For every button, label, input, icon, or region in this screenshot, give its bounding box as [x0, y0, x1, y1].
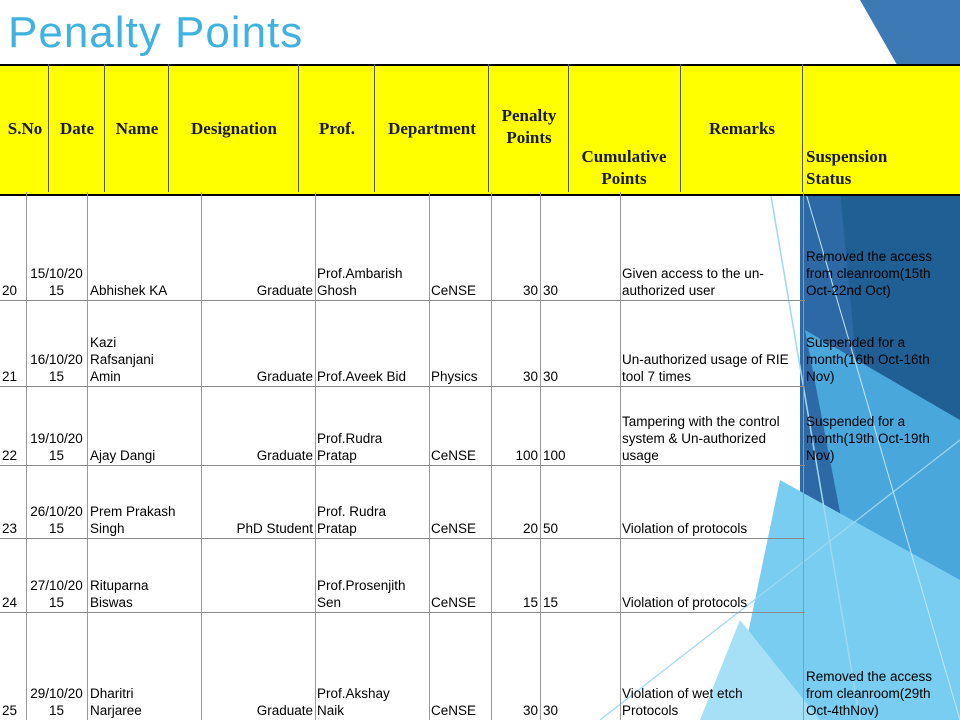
cell-prof: Prof.Akshay Naik: [317, 686, 390, 718]
cell-name: Kazi Rafsanjani Amin: [90, 335, 154, 384]
cell-penalty: 30: [522, 369, 538, 384]
header-name: Name: [115, 119, 159, 138]
cell-department: CeNSE: [431, 595, 477, 610]
cell-sno: 22: [2, 448, 18, 463]
cell-prof: Prof.Ambarish Ghosh: [317, 266, 403, 298]
header-divider: [104, 64, 105, 192]
row-divider: [0, 538, 805, 539]
header-divider: [568, 64, 569, 192]
cell-prof: Prof.Aveek Bid: [317, 369, 407, 384]
cell-sno: 23: [2, 521, 18, 536]
body-divider: [491, 192, 492, 720]
cell-penalty: 30: [522, 283, 538, 298]
cell-sno: 24: [2, 595, 18, 610]
header-suspension-status: Suspension Status: [806, 147, 888, 188]
body-divider: [26, 192, 27, 720]
cell-remarks: Un-authorized usage of RIE tool 7 times: [622, 352, 789, 384]
header-cumulative-points: Cumulative Points: [581, 147, 667, 188]
header-divider: [802, 64, 803, 192]
header-divider: [298, 64, 299, 192]
cell-date: 26/10/2015: [30, 504, 83, 536]
cell-date: 29/10/2015: [30, 686, 83, 718]
cell-status: Suspended for a month(16th Oct-16th Nov): [806, 335, 930, 384]
cell-name: Ajay Dangi: [90, 448, 156, 463]
cell-date: 19/10/2015: [30, 431, 83, 463]
cell-department: Physics: [431, 369, 478, 384]
header-divider: [168, 64, 169, 192]
cell-sno: 20: [2, 283, 18, 298]
header-sno: S.No: [7, 119, 43, 138]
cell-sno: 21: [2, 369, 18, 384]
cell-department: CeNSE: [431, 283, 477, 298]
row-divider: [0, 300, 805, 301]
row-divider: [0, 465, 805, 466]
cell-cumulative: 50: [543, 521, 559, 536]
cell-name: Abhishek KA: [90, 283, 168, 298]
row-divider: [0, 612, 805, 613]
cell-prof: Prof.Prosenjith Sen: [317, 578, 406, 610]
cell-designation: Graduate: [256, 448, 313, 463]
cell-date: 16/10/2015: [30, 352, 83, 384]
cell-cumulative: 15: [543, 595, 559, 610]
body-divider: [620, 192, 621, 720]
cell-designation: Graduate: [256, 283, 313, 298]
cell-name: Dharitri Narjaree: [90, 686, 142, 718]
cell-cumulative: 100: [543, 448, 566, 463]
cell-cumulative: 30: [543, 283, 559, 298]
deco-top-band: [860, 0, 960, 70]
body-divider: [803, 192, 804, 720]
cell-designation: Graduate: [256, 703, 313, 718]
header-divider: [374, 64, 375, 192]
cell-designation: Graduate: [256, 369, 313, 384]
header-divider: [488, 64, 489, 192]
cell-name: Rituparna Biswas: [90, 578, 149, 610]
cell-penalty: 30: [522, 703, 538, 718]
body-divider: [540, 192, 541, 720]
body-divider: [429, 192, 430, 720]
header-penalty-points: Penalty Points: [501, 106, 557, 147]
cell-remarks: Given access to the un-authorized user: [622, 266, 764, 298]
cell-status: Suspended for a month(19th Oct-19th Nov): [806, 414, 930, 463]
cell-remarks: Violation of protocols: [622, 521, 748, 536]
body-divider: [87, 192, 88, 720]
body-divider: [315, 192, 316, 720]
header-divider: [48, 64, 49, 192]
cell-prof: Prof.Rudra Pratap: [317, 431, 383, 463]
cell-date: 15/10/2015: [30, 266, 83, 298]
cell-name: Prem Prakash Singh: [90, 504, 176, 536]
cell-cumulative: 30: [543, 703, 559, 718]
cell-date: 27/10/2015: [30, 578, 83, 610]
header-prof: Prof.: [318, 119, 356, 138]
body-divider: [201, 192, 202, 720]
cell-penalty: 20: [522, 521, 538, 536]
row-divider: [0, 386, 805, 387]
cell-designation: PhD Student: [236, 521, 313, 536]
header-remarks: Remarks: [708, 119, 776, 138]
cell-penalty: 15: [522, 595, 538, 610]
cell-status: Removed the access from cleanroom(15th Oct-22nd Oct): [806, 249, 933, 298]
header-designation: Designation: [191, 119, 277, 138]
header-department: Department: [388, 119, 476, 138]
cell-sno: 25: [2, 703, 18, 718]
cell-penalty: 100: [515, 448, 538, 463]
cell-prof: Prof. Rudra Pratap: [317, 504, 387, 536]
cell-department: CeNSE: [431, 521, 477, 536]
header-divider: [680, 64, 681, 192]
cell-cumulative: 30: [543, 369, 559, 384]
cell-remarks: Violation of wet etch Protocols: [622, 686, 743, 718]
header-date: Date: [60, 119, 94, 138]
cell-remarks: Violation of protocols: [622, 595, 748, 610]
cell-remarks: Tampering with the control system & Un-authorized usage: [622, 414, 780, 463]
cell-department: CeNSE: [431, 448, 477, 463]
cell-department: CeNSE: [431, 703, 477, 718]
cell-status: Removed the access from cleanroom(29th Oct-4thNov): [806, 669, 933, 718]
slide-title: Penalty Points: [8, 8, 304, 57]
